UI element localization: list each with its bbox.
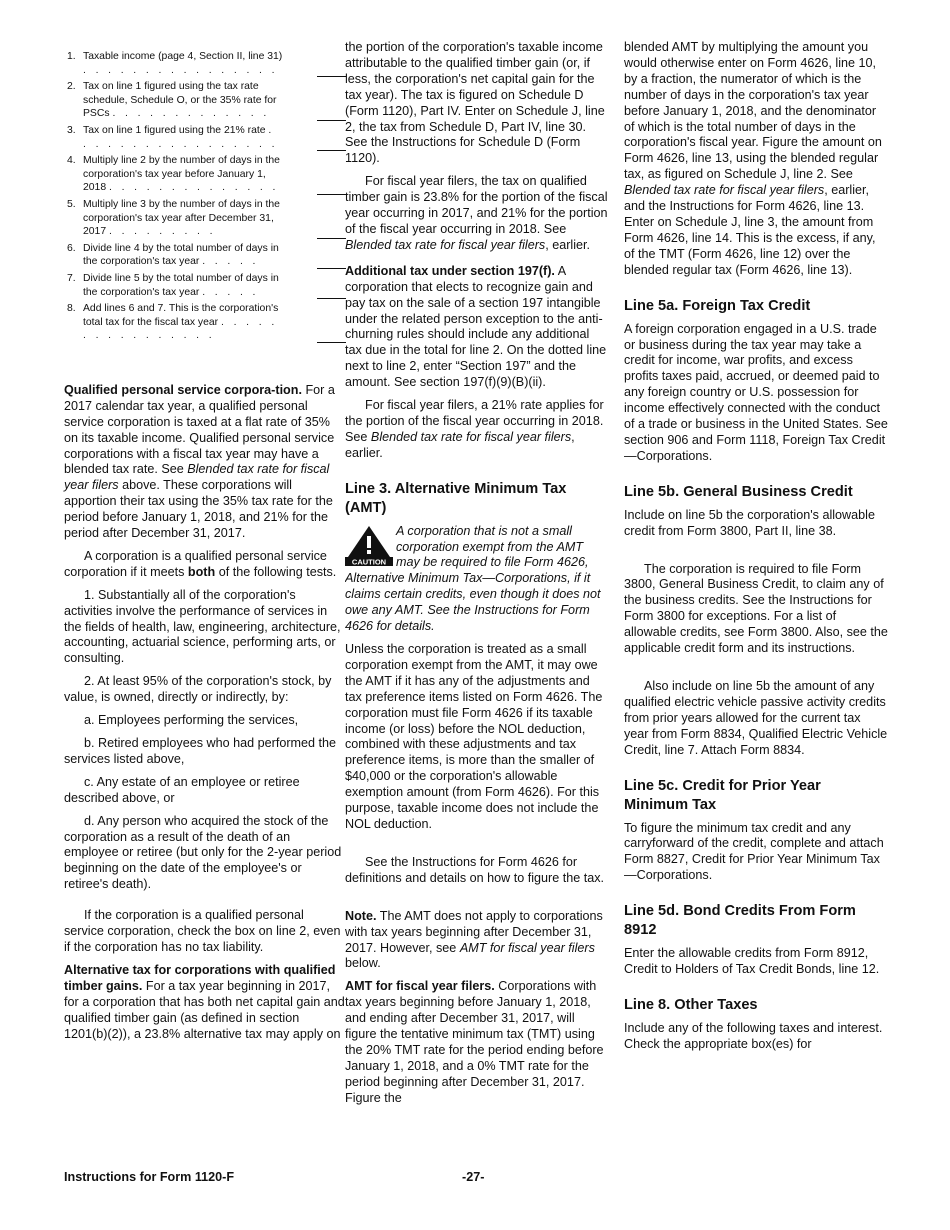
- tests-paragraph: [64, 549, 346, 581]
- amt-cont-text: blended AMT by multiplying the amount you would otherwise enter on Form 4626, line 10, by a fraction, the numerator of which is the number of days in the corporation's tax year before January 1, 2018, and the denominator of which is the total number of days in the corporation's fiscal year. Figure the amount on Form 4626, line 13, using the blended regular tax, as figured on Schedule J, line 2. See: [624, 40, 882, 182]
- worksheet-row-number: 4.: [67, 155, 76, 167]
- amt-fiscal-text: Corporations with tax years beginning before January 1, 2018, and ending after December 31, 2017, will figure the tentative minimum tax (TMT) using the 20% TMT rate for the period ending before January 1, 2018, and a 0% TMT rate for the period beginning after December 31, 2017. Figure the: [345, 979, 604, 1105]
- worksheet-row: [64, 242, 346, 269]
- caution-label: CAUTION: [351, 557, 387, 566]
- worksheet-entry-line: [317, 194, 346, 195]
- psc-heading: Qualified personal service corpora-tion.: [64, 382, 302, 397]
- test-2d: d. Any person who acquired the stock of the corporation as a result of the death of an employee or retiree (but only for the 2-year period beginning on the date of the employee's or retiree's death).: [64, 813, 342, 892]
- section-197-heading: Additional tax under section 197(f).: [345, 263, 555, 278]
- tests-text: A corporation is a qualified personal service corporation if it meets: [64, 548, 327, 579]
- line-5a-heading: Line 5a. Foreign Tax Credit: [624, 297, 811, 314]
- fiscal-italic-ref: Blended tax rate for fiscal year filers: [345, 237, 546, 252]
- leader-dots: . . . . . . . . . . . . . . . . .: [83, 124, 278, 150]
- leader-dots: . . . . .: [202, 286, 259, 298]
- timber-fiscal-paragraph: [345, 174, 608, 254]
- fiscal-text: For fiscal year filers, the tax on qualified timber gain is 23.8% for the portion of the fiscal year occurring in 2017, and 21% for the portion of the fiscal year occurring in 2018. See: [345, 174, 608, 236]
- worksheet-row: [64, 272, 346, 299]
- section-197-fiscal-paragraph: [345, 398, 608, 462]
- line-5a-text: A foreign corporation engaged in a U.S. trade or business during the tax year may take a credit for income, war profits, and excess profits taxes paid, accrued, or deemed paid to any foreign country or U.S. possession for income effectively connected with the conduct of a trade or business in the United States. See section 906 and Form 1118, Foreign Tax Credit—Corporations.: [624, 321, 888, 463]
- line-5b-text-3: Also include on line 5b the amount of any qualified electric vehicle passive activity credits from prior years allowed for the current tax year from Form 8834, Qualified Electric Vehicle Credit, line 7. Attach Form 8834.: [624, 679, 888, 757]
- test-2: 2. At least 95% of the corporation's stock, by value, is owned, directly or indirectly, by:: [64, 674, 332, 705]
- worksheet-row-number: 5.: [67, 198, 76, 210]
- column-1: [64, 40, 346, 1049]
- note-paragraph: [345, 909, 608, 973]
- section-197-fiscal-italic: Blended tax rate for fiscal year filers: [370, 429, 572, 444]
- timber-text: For a tax year beginning in 2017, for a corporation that has both net capital gain and qualified timber gain (as defined in section 1201(b)(2)), a 23.8% alternative tax may apply on: [64, 978, 345, 1041]
- worksheet-row: [64, 124, 346, 151]
- section-197-text: A corporation that elects to recognize gain and pay tax on the sale of a section 197 intangible under the related person exception to the anti-churning rules should include any additional tax due in the total for line 2. On the dotted line next to line 2, enter “Section 197” and the amount. See section 197(f)(9)(B)(ii).: [345, 263, 607, 390]
- amt-cont-text-b: , earlier, and the Instructions for Form 4626, line 13. Enter on Schedule J, line 3, the amount from Form 4626, line 14. This is the excess, if any, of the TMT (Form 4626, line 12) over the blended regular tax (Form 4626, line 13).: [624, 183, 876, 277]
- leader-dots: . . . . . . . . . . . . . .: [109, 182, 279, 194]
- section-197-fiscal-text: For fiscal year filers, a 21% rate applies for the portion of the fiscal year occurring in 2018. See: [345, 398, 604, 444]
- leader-dots: . . . . . . . . .: [109, 226, 216, 238]
- unless-paragraph: Unless the corporation is treated as a small corporation exempt from the AMT, it may owe the AMT if it has any of the adjustments and tax preference items listed on Form 4626. The corporation must file Form 4626 if its taxable income (or loss) before the NOL deduction, combined with these adjustments and tax preference items, is more than the smaller of $40,000 or the corporation's allowable exemption amount (from Form 4626). For this purpose, taxable income does not include the NOL deduction.: [345, 642, 603, 831]
- test-2a: a. Employees performing the services,: [84, 713, 299, 728]
- page-number: -27-: [462, 1170, 485, 1184]
- test-1: 1. Substantially all of the corporation's activities involve the performance of services in the fields of health, law, engineering, architecture, accounting, actuarial science, performing arts, or consulting.: [64, 587, 341, 666]
- worksheet-row-number: 3.: [67, 124, 76, 136]
- note-text: The AMT does not apply to corporations with tax years beginning after December 31, 2017. However, see: [345, 908, 603, 955]
- section-197-paragraph: [345, 264, 608, 391]
- worksheet-row-number: 7.: [67, 272, 76, 284]
- amt-fiscal-heading: AMT for fiscal year filers.: [345, 979, 495, 994]
- timber-heading: Alternative tax for corporations with qualified timber gains.: [64, 962, 336, 993]
- line-5d-text: Enter the allowable credits from Form 8912, Credit to Holders of Tax Credit Bonds, line 12.: [624, 946, 880, 977]
- worksheet-row: [64, 50, 346, 77]
- amt-cont-italic: Blended tax rate for fiscal year filers: [624, 183, 825, 198]
- fiscal-text-cont: , earlier.: [545, 237, 591, 252]
- line-8-text: Include any of the following taxes and interest. Check the appropriate box(es) for: [624, 1020, 883, 1051]
- worksheet-row-number: 1.: [67, 51, 76, 62]
- tests-text-cont: of the following tests.: [218, 564, 337, 579]
- worksheet-entry-line: [317, 298, 346, 299]
- psc-paragraph: [64, 383, 346, 542]
- psc-text: For a 2017 calendar tax year, a qualified personal service corporation is taxed at a flat rate of 35% on its taxable income. Qualified personal service corporations with a fiscal tax year may have a blended tax rate. See: [64, 382, 335, 477]
- line-5c-heading: Line 5c. Credit for Prior Year Minimum Tax: [624, 777, 821, 813]
- leader-dots: . . . . . . . . . . . . .: [112, 108, 270, 120]
- worksheet-entry-line: [317, 342, 346, 343]
- worksheet-entry-line: [317, 238, 346, 239]
- timber-continued: the portion of the corporation's taxable income attributable to the qualified timber gain (or, if less, the corporation's net capital gain for the tax year). The tax is figured on Schedule D (Form 1120), Part IV. Enter on Schedule J, line 2, the tax from Schedule D, Part IV, line 30. See the Instructions for Schedule D (Form 1120).: [345, 40, 605, 166]
- worksheet-row-text: Divide line 5 by the total number of days in the corporation's tax year: [83, 272, 279, 298]
- timber-paragraph: [64, 963, 346, 1043]
- see-4626-paragraph: See the Instructions for Form 4626 for definitions and details on how to figure the tax.: [345, 854, 605, 885]
- test-2c: c. Any estate of an employee or retiree described above, or: [64, 774, 300, 805]
- worksheet-row: [64, 198, 346, 239]
- worksheet-row-text: Tax on line 1 figured using the 21% rate: [83, 124, 266, 136]
- line-5d-heading: Line 5d. Bond Credits From Form 8912: [624, 903, 856, 939]
- leader-dots: . . . . .: [202, 256, 259, 268]
- tests-bold: both: [187, 564, 216, 579]
- line-5c-text: To figure the minimum tax credit and any carryforward of the credit, complete and attach Form 8827, Credit for Prior Year Minimum Tax—Corporations.: [624, 820, 884, 883]
- worksheet-row-number: 8.: [67, 303, 76, 315]
- check-box-paragraph: If the corporation is a qualified personal service corporation, check the box on line 2, even if the corporation has no tax liability.: [64, 908, 341, 954]
- line-5b-text-2: The corporation is required to file Form 3800, General Business Credit, to claim any of the business credits. See the Instructions for Form 3800 for exceptions. For a list of allowable credits, see Form 3800. Also, see the applicable credit form and its instructions.: [624, 561, 888, 656]
- amt-fiscal-paragraph: [345, 979, 608, 1106]
- worksheet-entry-line: [317, 76, 346, 77]
- worksheet-row-text: Divide line 4 by the total number of days in the corporation's tax year: [83, 242, 279, 268]
- footer-form-title: Instructions for Form 1120-F: [64, 1170, 235, 1184]
- worksheet-entry-line: [317, 150, 346, 151]
- column-3: [624, 40, 888, 1060]
- column-2: [345, 40, 608, 1114]
- worksheet-entry-line: [317, 268, 346, 269]
- line-5b-heading: Line 5b. General Business Credit: [624, 483, 853, 500]
- line-3-heading: Line 3. Alternative Minimum Tax (AMT): [345, 480, 567, 516]
- caution-text: A corporation that is not a small corporation exempt from the AMT may be required to file Form 4626, Alternative Minimum Tax—Corporations, if it claims certain credits, even though it does not owe any AMT. See the Instructions for Form 4626 for details.: [345, 523, 601, 634]
- amt-continued: [624, 40, 888, 279]
- worksheet-row-number: 2.: [67, 81, 76, 93]
- line-8-heading: Line 8. Other Taxes: [624, 996, 758, 1013]
- worksheet-row-text: Multiply line 3 by the number of days in the corporation's tax year after December 31, 2017: [83, 198, 280, 238]
- line-5b-text-1: Include on line 5b the corporation's allowable credit from Form 3800, Part II, line 38.: [624, 507, 875, 538]
- worksheet-row-text: Taxable income (page 4, Section II, line 31): [83, 51, 283, 62]
- note-italic-ref: AMT for fiscal year filers: [459, 940, 595, 955]
- worksheet-row-text: Add lines 6 and 7. This is the corporation's total tax for the fiscal tax year: [83, 303, 279, 328]
- worksheet-row: [64, 302, 346, 343]
- caution-note: [345, 524, 608, 635]
- worksheet-row-text: Multiply line 2 by the number of days in the corporation's tax year before January 1, 2018: [83, 155, 280, 194]
- section-197-fiscal-cont: , earlier.: [345, 429, 575, 460]
- leader-dots: . . . . . . . . . . . . . . . .: [83, 316, 278, 342]
- worksheet-row-text: Tax on line 1 figured using the tax rate schedule, Schedule O, or the 35% rate for PSCs: [83, 81, 277, 120]
- worksheet-row: [64, 154, 346, 195]
- psc-text-cont: above. These corporations will apportion their tax using the 35% tax rate for the period before January 1, 2018, and 21% for the period after December 31, 2017.: [64, 478, 333, 541]
- worksheet-row: [64, 80, 346, 121]
- worksheet-entry-line: [317, 120, 346, 121]
- psc-italic-ref: Blended tax rate for fiscal year filers: [64, 462, 330, 493]
- test-2b: b. Retired employees who had performed the services listed above,: [64, 736, 337, 766]
- note-label: Note.: [345, 908, 377, 923]
- worksheet-row-number: 6.: [67, 242, 76, 254]
- tax-worksheet: [64, 50, 346, 343]
- caution-icon: [345, 524, 393, 566]
- leader-dots: . . . . . . . . . . . . . . . .: [83, 64, 278, 76]
- note-text-cont: below.: [345, 956, 381, 971]
